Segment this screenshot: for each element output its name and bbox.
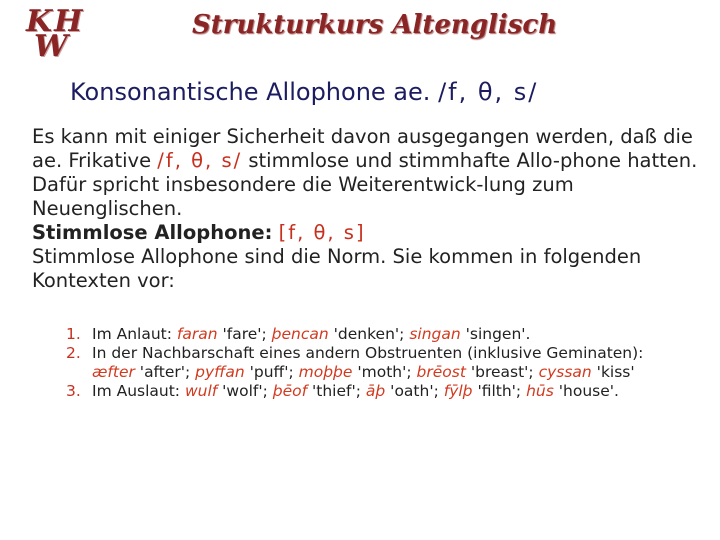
- example-word: cyssan: [538, 363, 592, 381]
- list-text: Im Auslaut:: [92, 382, 185, 400]
- heading-stimmlose-symbols: [f, θ, s]: [278, 221, 366, 244]
- list-text: 'oath';: [385, 382, 444, 400]
- example-word: pyffan: [195, 363, 245, 381]
- context-list: [66, 325, 666, 401]
- list-text: In der Nachbarschaft eines andern Obstruenten (inklusive Geminaten):: [92, 344, 644, 362]
- list-text: 'puff';: [244, 363, 299, 381]
- heading-stimmlose: [32, 221, 702, 245]
- example-word: moþþe: [298, 363, 353, 381]
- list-item-number: 2.: [66, 344, 81, 362]
- paragraph-1: [32, 125, 702, 221]
- example-word: þēof: [272, 382, 308, 400]
- example-word: wulf: [184, 382, 218, 400]
- slide-body: [32, 125, 702, 293]
- example-word: æfter: [92, 363, 135, 381]
- list-text: 'filth';: [472, 382, 527, 400]
- example-word: āþ: [365, 382, 386, 400]
- example-word: fȳlþ: [443, 382, 473, 400]
- list-text: 'moth';: [352, 363, 417, 381]
- list-text: 'denken';: [328, 325, 410, 343]
- list-item-number: 3.: [66, 382, 81, 400]
- heading-stimmlose-label: Stimmlose Allophone:: [32, 221, 273, 244]
- list-text: 'after';: [134, 363, 196, 381]
- list-text: Im Anlaut:: [92, 325, 177, 343]
- example-word: þencan: [271, 325, 329, 343]
- paragraph-2: Stimmlose Allophone sind die Norm. Sie kommen in folgenden Kontexten vor:: [32, 245, 642, 292]
- paragraph-1-part-1: Es kann mit einiger Sicherheit davon ausgegangen werden, daß die ae. Frikative: [32, 125, 693, 172]
- paragraph-1-part-2: stimmlose und stimmhafte Allo-phone hatten. Dafür spricht insbesondere die Weiterentwick-lung zum Neuenglischen.: [32, 149, 698, 220]
- list-item: [66, 382, 666, 401]
- list-text: 'singen'.: [460, 325, 531, 343]
- example-word: brēost: [416, 363, 466, 381]
- list-text: 'house'.: [553, 382, 619, 400]
- slide-title-text: Konsonantische Allophone ae.: [70, 78, 431, 106]
- example-word: faran: [176, 325, 218, 343]
- list-item: [66, 344, 666, 382]
- list-item: [66, 325, 666, 344]
- paragraph-1-symbols: /f, θ, s/: [157, 149, 243, 172]
- list-item-number: 1.: [66, 325, 81, 343]
- list-text: 'fare';: [217, 325, 272, 343]
- list-text: 'thief';: [307, 382, 366, 400]
- course-banner: Strukturkurs Altenglisch: [192, 10, 558, 40]
- list-text: 'kiss': [591, 363, 635, 381]
- logo: [20, 4, 90, 64]
- slide-title-symbols: /f, θ, s/: [438, 78, 539, 106]
- list-text: 'wolf';: [217, 382, 273, 400]
- logo-line-2: W: [34, 29, 68, 64]
- slide-title: [70, 78, 538, 106]
- example-word: singan: [409, 325, 461, 343]
- example-word: hūs: [526, 382, 554, 400]
- logo-line-1: KH: [26, 4, 85, 39]
- list-text: 'breast';: [465, 363, 539, 381]
